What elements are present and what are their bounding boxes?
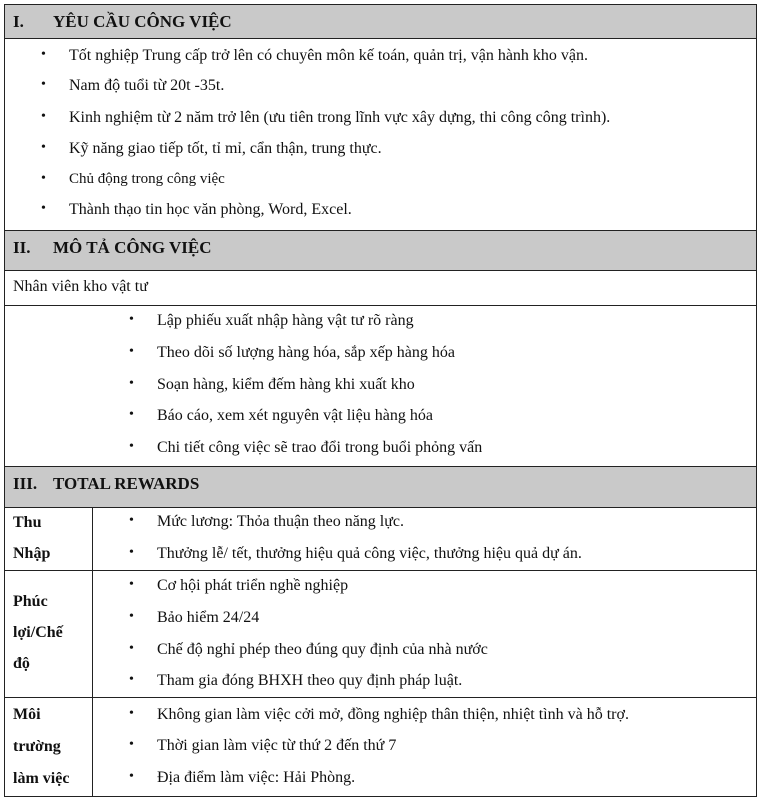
- section-title: YÊU CẦU CÔNG VIỆC: [53, 12, 232, 31]
- requirements-list: [5, 38, 756, 230]
- list-item: • Chi tiết công việc sẽ trao đổi trong buổi phỏng vấn: [157, 439, 482, 457]
- job-role: Nhân viên kho vật tư: [13, 278, 148, 295]
- list-item: • Lập phiếu xuất nhập hàng vật tư rõ ràng: [157, 312, 414, 330]
- list-item: • Kinh nghiệm từ 2 năm trở lên (ưu tiên trong lĩnh vực xây dựng, thi công công trình).: [69, 109, 610, 127]
- job-role-row: [5, 270, 756, 305]
- section-header-job-description: [5, 230, 756, 270]
- section-header-requirements: [5, 5, 756, 38]
- list-item: • Bảo hiểm 24/24: [157, 609, 259, 627]
- job-posting-table: [4, 4, 757, 797]
- list-item: • Không gian làm việc cởi mở, đồng nghiệp thân thiện, nhiệt tình và hỗ trợ.: [157, 706, 629, 724]
- rewards-benefits-row: [5, 570, 756, 697]
- list-item: • Địa điểm làm việc: Hải Phòng.: [157, 769, 355, 787]
- list-item: • Cơ hội phát triển nghề nghiệp: [157, 577, 348, 595]
- list-item: • Mức lương: Thỏa thuận theo năng lực.: [157, 513, 404, 531]
- environment-label-line: làm việc: [13, 770, 70, 787]
- list-item: • Kỹ năng giao tiếp tốt, tỉ mỉ, cẩn thận, trung thực.: [69, 140, 382, 158]
- section-number: II.: [13, 238, 31, 257]
- section-number: I.: [13, 12, 24, 31]
- environment-label-line: Môi: [13, 706, 41, 723]
- duties-list: [5, 305, 756, 466]
- section-number: III.: [13, 474, 38, 493]
- section-title: MÔ TẢ CÔNG VIỆC: [53, 238, 212, 257]
- section-header-total-rewards: [5, 466, 756, 507]
- benefits-label-line: độ: [13, 655, 30, 672]
- rewards-income-row: [5, 507, 756, 570]
- list-item: • Tốt nghiệp Trung cấp trở lên có chuyên môn kế toán, quản trị, vận hành kho vận.: [69, 47, 588, 65]
- section-title: TOTAL REWARDS: [53, 474, 200, 493]
- environment-label-line: trường: [13, 738, 61, 755]
- list-item: • Soạn hàng, kiểm đếm hàng khi xuất kho: [157, 376, 415, 394]
- list-item: • Thành thạo tin học văn phòng, Word, Excel.: [69, 201, 352, 219]
- list-item: • Chế độ nghỉ phép theo đúng quy định của nhà nước: [157, 641, 488, 659]
- list-item: • Tham gia đóng BHXH theo quy định pháp luật.: [157, 672, 462, 690]
- income-label-line: Nhập: [13, 545, 51, 562]
- list-item: • Báo cáo, xem xét nguyên vật liệu hàng hóa: [157, 407, 433, 425]
- rewards-environment-row: [5, 697, 756, 796]
- income-label-line: Thu: [13, 514, 42, 531]
- list-item: • Thời gian làm việc từ thứ 2 đến thứ 7: [157, 737, 396, 755]
- benefits-label-line: Phúc: [13, 593, 48, 610]
- benefits-label-line: lợi/Chế: [13, 624, 63, 641]
- list-item: • Thưởng lễ/ tết, thưởng hiệu quả công việc, thưởng hiệu quả dự án.: [157, 545, 582, 563]
- list-item: • Nam độ tuổi từ 20t -35t.: [69, 77, 224, 95]
- list-item: • Theo dõi số lượng hàng hóa, sắp xếp hàng hóa: [157, 344, 455, 362]
- list-item: • Chủ động trong công việc: [69, 171, 225, 188]
